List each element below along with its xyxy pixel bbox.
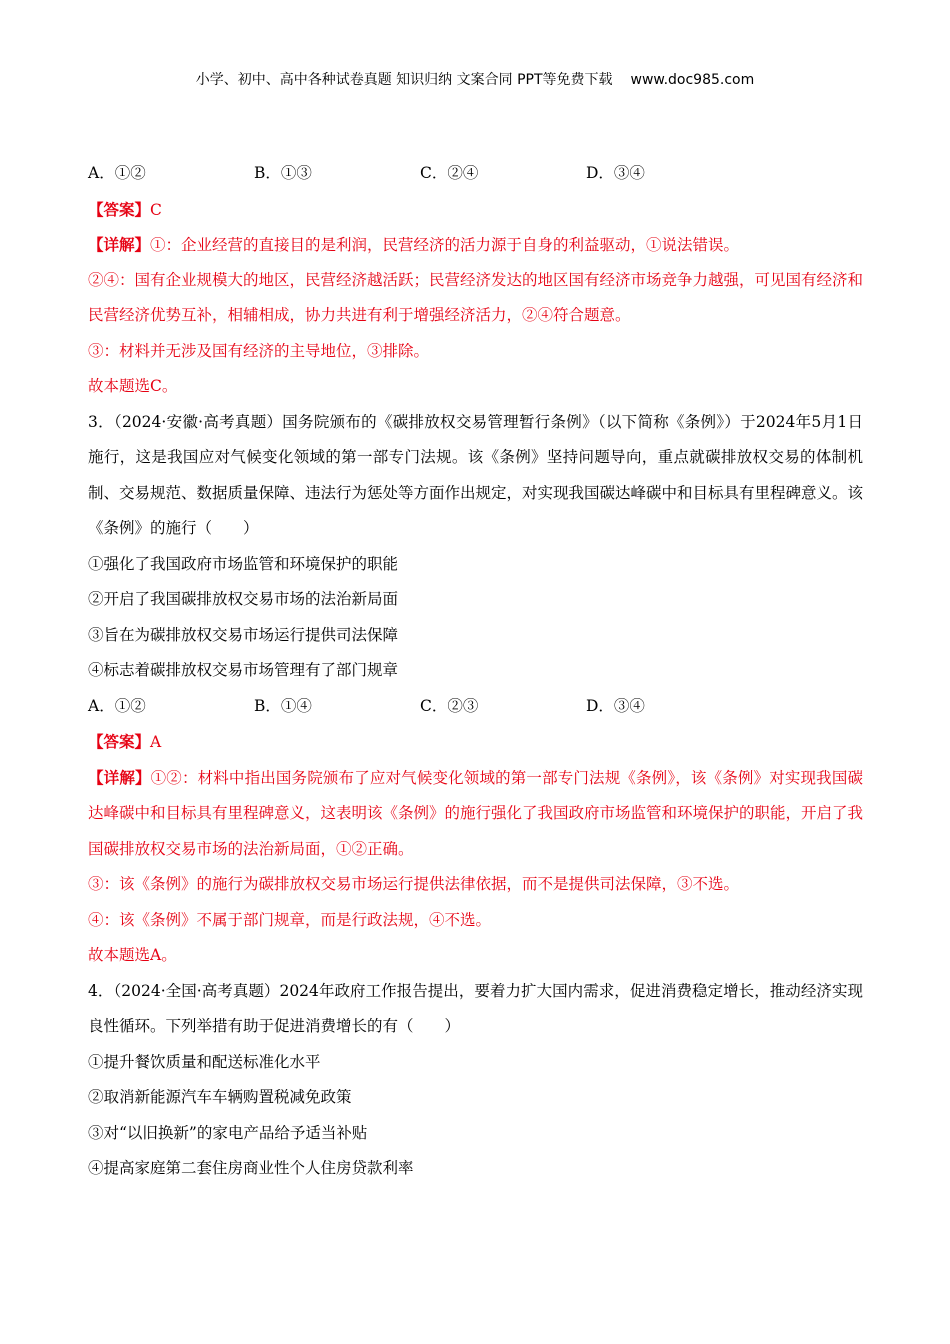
q3-option-d: D．③④ xyxy=(586,696,645,715)
page-header xyxy=(0,69,950,89)
q3-conclusion: 故本题选A。 xyxy=(88,946,177,964)
q3-option-b: B．①④ xyxy=(254,696,312,715)
q3-detail-2: ③：该《条例》的施行为碳排放权交易市场运行提供法律依据，而不是提供司法保障，③不选。 xyxy=(88,875,740,893)
q3-stem: 3．（2024·安徽·高考真题）国务院颁布的《碳排放权交易管理暂行条例》（以下简称《条例》）于2024年5月1日施行，这是我国应对气候变化领域的第一部专门法规。该《条例》坚持问题导向，重点就碳排放权交易的体制机制、交易规范、数据质量保障、违法行为惩处等方面作出规定，对实现我国碳达峰碳中和目标具有里程碑意义。该《条例》的施行（ ） xyxy=(88,412,864,537)
q3-option-a: A．①② xyxy=(88,696,146,715)
q3-answer xyxy=(88,724,863,760)
q3-option-c: C．②③ xyxy=(420,696,479,715)
q3-options xyxy=(88,689,863,725)
q2-detail-3: ③：材料并无涉及国有经济的主导地位，③排除。 xyxy=(88,341,430,360)
q2-answer-value: C xyxy=(150,200,162,219)
q3-detail-3: ④：该《条例》不属于部门规章，而是行政法规，④不选。 xyxy=(88,910,492,929)
q3-detail-1-text: ①②：材料中指出国务院颁布了应对气候变化领域的第一部专门法规《条例》，该《条例》对实现我国碳达峰碳中和目标具有里程碑意义，这表明该《条例》的施行强化了我国政府市场监管和环境保护的职能，开启了我国碳排放权交易市场的法治新局面，①②正确。 xyxy=(88,768,864,858)
header-text: 小学、初中、高中各种试卷真题 知识归纳 文案合同 PPT等免费下载 xyxy=(195,72,613,88)
document-body xyxy=(88,156,863,1187)
q2-option-a: A．①② xyxy=(88,164,146,182)
q3-detail-1 xyxy=(88,760,863,868)
q3-item-1: ①强化了我国政府市场监管和环境保护的职能 xyxy=(88,554,399,573)
q4-stem: 4．（2024·全国·高考真题）2024年政府工作报告提出，要着力扩大国内需求，促进消费稳定增长，推动经济实现良性循环。下列举措有助于促进消费增长的有（ ） xyxy=(88,981,863,1035)
header-url[interactable]: www.doc985.com xyxy=(630,72,755,88)
q3-answer-value: A xyxy=(150,733,162,751)
q2-detail-1 xyxy=(88,227,863,263)
q3-item-3: ③旨在为碳排放权交易市场运行提供司法保障 xyxy=(88,625,399,644)
q3-item-4: ④标志着碳排放权交易市场管理有了部门规章 xyxy=(88,661,399,679)
q3-detail-label: 【详解】 xyxy=(88,767,151,787)
q4-item-3: ③对“以旧换新”的家电产品给予适当补贴 xyxy=(88,1123,368,1142)
q4-item-2: ②取消新能源汽车车辆购置税减免政策 xyxy=(88,1088,352,1106)
q2-answer xyxy=(88,192,863,228)
q2-answer-label: 【答案】 xyxy=(88,199,151,219)
q2-detail-2: ②④：国有企业规模大的地区，民营经济越活跃；民营经济发达的地区国有经济市场竞争力越强，可见国有经济和民营经济优势互补，相辅相成，协力共进有利于增强经济活力，②④符合题意。 xyxy=(88,270,864,324)
q4-item-1: ①提升餐饮质量和配送标准化水平 xyxy=(88,1052,321,1071)
q3-item-2: ②开启了我国碳排放权交易市场的法治新局面 xyxy=(88,590,399,608)
q2-detail-label: 【详解】 xyxy=(88,235,151,254)
q3-answer-label: 【答案】 xyxy=(88,732,151,751)
q2-option-d: D．③④ xyxy=(586,164,645,182)
q2-options xyxy=(88,156,863,192)
q2-conclusion: 故本题选C。 xyxy=(88,377,178,395)
q2-detail-1-text: ①：企业经营的直接目的是利润，民营经济的活力源于自身的利益驱动，①说法错误。 xyxy=(150,236,740,254)
q2-option-c: C．②④ xyxy=(420,164,479,182)
q2-option-b: B．①③ xyxy=(254,164,312,182)
q4-item-4: ④提高家庭第二套住房商业性个人住房贷款利率 xyxy=(88,1159,414,1177)
